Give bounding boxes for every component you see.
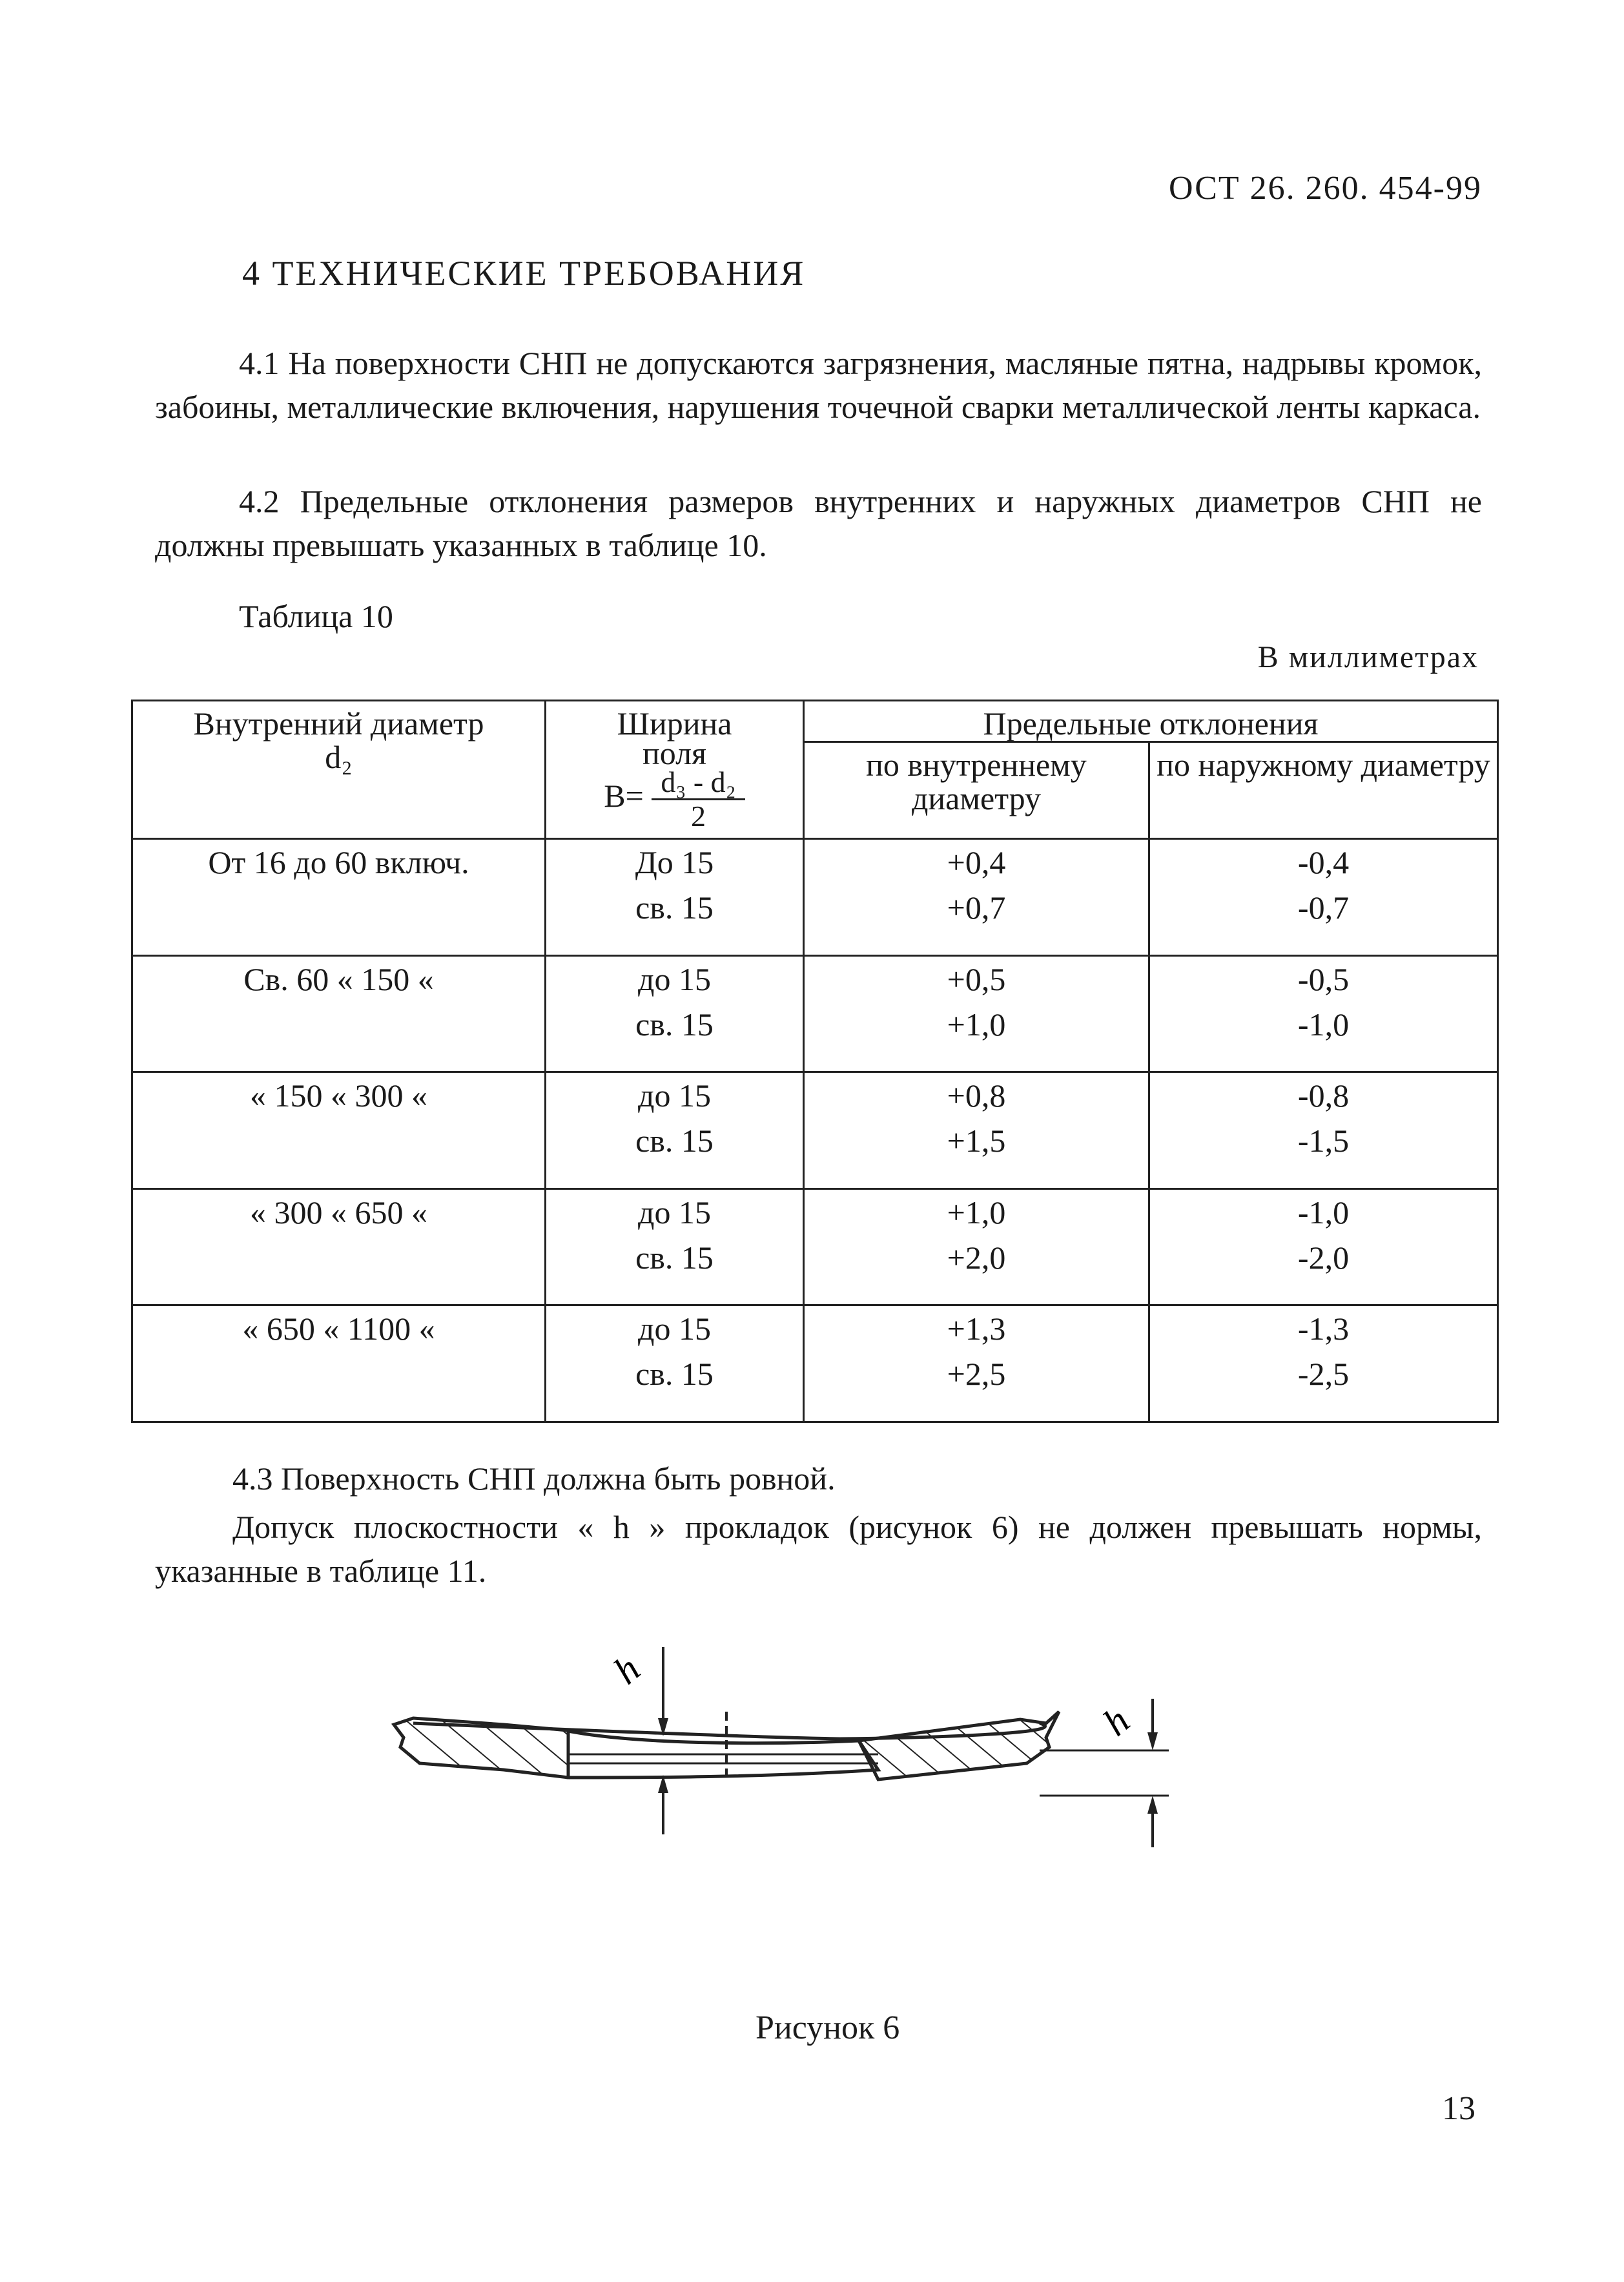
cell-range: Св. 60 « 150 « [132,955,546,1072]
paragraph-4-3-text: 4.3 Поверхность СНП должна быть ровной. [232,1460,836,1497]
cell-inner [804,839,1149,956]
cell-width [546,1188,804,1305]
table-row [132,1188,1498,1305]
cell-outer-value: -0,4 [1297,844,1350,880]
cell-inner-value: +0,7 [947,889,1006,926]
page-number: 13 [1442,2090,1475,2127]
right-section-hatch [859,1712,1059,1779]
cell-outer-value: -0,5 [1297,960,1350,997]
cell-outer-value: -1,0 [1297,1194,1350,1230]
left-section-hatch [394,1718,575,1778]
cell-width-value: до 15 [638,960,711,997]
cell-width-value: до 15 [638,1077,711,1114]
gasket-cross-section-drawing [375,1634,1214,1893]
cell-outer [1149,1188,1498,1305]
paragraph-4-2 [155,479,1482,567]
cell-inner-value: +2,5 [947,1356,1006,1393]
cell-inner-value: +0,5 [947,960,1006,997]
header-inner-deviation: по внутреннему диаметру [804,742,1149,839]
header-inner-diameter-symbol: d₂ [325,739,353,775]
cell-width [546,1072,804,1189]
cell-outer-value: -2,5 [1297,1356,1350,1393]
cell-inner [804,1072,1149,1189]
cell-range: « 150 « 300 « [132,1072,546,1189]
dimension-label-h-left: h [605,1647,648,1692]
cell-width [546,1305,804,1422]
table-row [132,839,1498,956]
table-units: В миллиметрах [1257,640,1479,674]
formula-denominator: 2 [691,800,706,833]
header-inner-diameter-label: Внутренний диаметр [193,705,484,742]
table-caption: Таблица 10 [239,598,393,634]
cell-outer [1149,955,1498,1072]
header-field-width-label2: поля [642,735,707,771]
cell-outer-value: -1,3 [1297,1311,1350,1347]
cell-outer-value: -0,7 [1297,889,1350,926]
paragraph-4-3-tolerance-text: Допуск плоскостности « h » прокладок (рисунок 6) не должен превышать нормы, указанные в таблице 11. [155,1509,1482,1589]
paragraph-4-1-text: 4.1 На поверхности СНП не допускаются загрязнения, масляные пятна, надрывы кромок, забоины, металлические включения, нарушения точечной сварки металлической ленты каркаса. [155,345,1482,425]
cell-range: « 650 « 1100 « [132,1305,546,1422]
cell-outer-value: -2,0 [1297,1239,1350,1276]
section-title: 4 ТЕХНИЧЕСКИЕ ТРЕБОВАНИЯ [242,254,806,293]
cell-inner [804,955,1149,1072]
cell-inner-value: +1,0 [947,1194,1006,1230]
cell-outer-value: -0,8 [1297,1077,1350,1114]
cell-outer [1149,839,1498,956]
cell-inner [804,1305,1149,1422]
header-field-width-label: Ширина [617,705,732,742]
table-row [132,955,1498,1072]
cell-outer [1149,1072,1498,1189]
tolerance-table [131,700,1499,1423]
cell-outer-value: -1,0 [1297,1006,1350,1042]
cell-inner-value: +1,0 [947,1006,1006,1042]
cell-outer [1149,1305,1498,1422]
cell-width-value: св. 15 [635,1006,714,1042]
formula-numerator: d₃ - d₂ [652,766,745,800]
paragraph-4-3 [155,1457,1482,1500]
cell-width-value: св. 15 [635,1356,714,1393]
cell-width [546,839,804,956]
header-outer-deviation: по наружному диаметру [1149,742,1498,839]
header-field-width-formula [546,766,803,833]
header-field-width [546,701,804,839]
formula-fraction [652,766,745,833]
paragraph-4-3-tolerance [155,1505,1482,1593]
cell-width-value: до 15 [638,1194,711,1230]
cell-inner-value: +0,8 [947,1077,1006,1114]
paragraph-4-2-text: 4.2 Предельные отклонения размеров внутренних и наружных диаметров СНП не должны превышать указанных в таблице 10. [155,483,1482,563]
cell-outer-value: -1,5 [1297,1123,1350,1159]
cell-inner-value: +1,5 [947,1123,1006,1159]
cell-inner-value: +2,0 [947,1239,1006,1276]
figure-caption: Рисунок 6 [755,2009,900,2046]
cell-width-value: До 15 [635,844,714,880]
cell-inner [804,1188,1149,1305]
cell-range: « 300 « 650 « [132,1188,546,1305]
table-row [132,1072,1498,1189]
cell-width-value: св. 15 [635,1239,714,1276]
header-deviations: Предельные отклонения [804,701,1498,742]
cell-width-value: до 15 [638,1311,711,1347]
header-inner-diameter [132,701,546,839]
paragraph-4-1 [155,341,1482,429]
cell-inner-value: +0,4 [947,844,1006,880]
cell-width-value: св. 15 [635,889,714,926]
cell-width-value: св. 15 [635,1123,714,1159]
dimension-label-h-right: h [1095,1699,1138,1744]
document-code: ОСТ 26. 260. 454-99 [1169,170,1482,207]
formula-prefix: B= [604,777,644,814]
table-row [132,1305,1498,1422]
cell-width [546,955,804,1072]
cell-inner-value: +1,3 [947,1311,1006,1347]
cell-range: От 16 до 60 включ. [132,839,546,956]
